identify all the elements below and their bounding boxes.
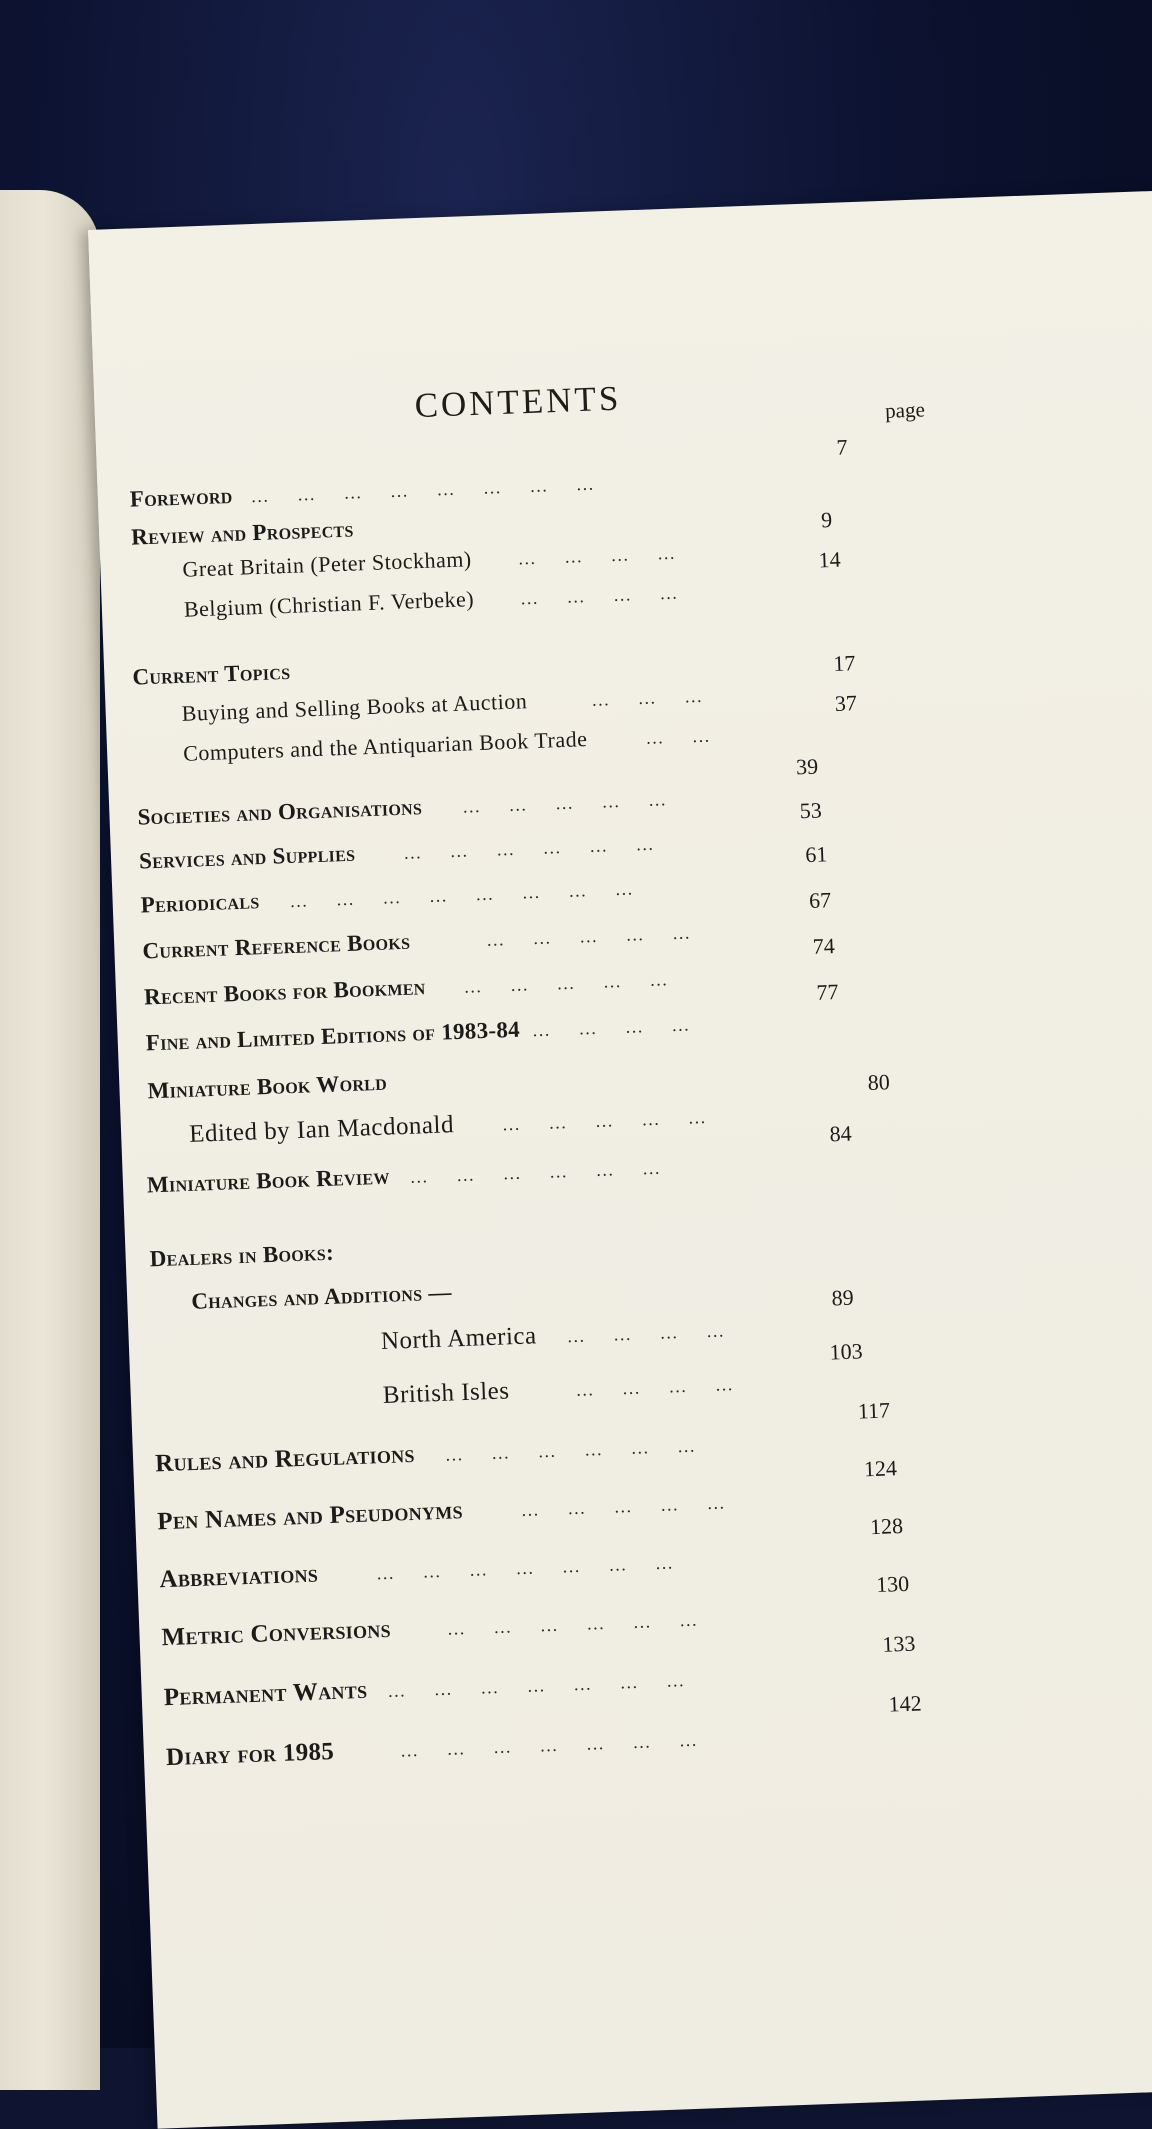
toc-entry-title: Current Topics <box>131 658 291 690</box>
toc-entry-page: 84 <box>829 1120 853 1147</box>
toc-entry <box>149 1240 334 1279</box>
dot-leader: … … … … <box>517 542 677 569</box>
toc-entry-page: 133 <box>881 1630 916 1657</box>
dot-leader: … … … … … <box>501 1106 708 1135</box>
dot-leader: … … … … … … … … <box>289 878 635 912</box>
toc-entry-title: North America <box>380 1322 538 1356</box>
toc-entry-title: Fine and Limited Editions of 1983-84 <box>145 1016 521 1056</box>
dot-leader: … … … … … … <box>446 1609 699 1639</box>
toc-entry-title: Edited by Ian Macdonald <box>188 1111 455 1148</box>
toc-entry-title: Periodicals <box>140 888 260 918</box>
dot-leader: … … … … … … … <box>386 1670 686 1702</box>
toc-entry-page: 37 <box>834 690 858 716</box>
contents-heading: CONTENTS <box>413 378 623 426</box>
toc-entry-page: 14 <box>818 546 842 573</box>
toc-entry-page: 128 <box>869 1513 904 1540</box>
toc-entry-title: Great Britain (Peter Stockham) <box>182 546 473 582</box>
toc-entry-page: 61 <box>804 841 828 868</box>
toc-entry-title: Buying and Selling Books at Auction <box>181 688 528 726</box>
toc-entry-page: 80 <box>867 1069 891 1095</box>
toc-entry-page: 53 <box>799 797 823 824</box>
dot-leader: … … <box>644 725 712 748</box>
toc-entry <box>132 659 291 697</box>
toc-entry-title: British Isles <box>382 1377 510 1409</box>
toc-entry-page: 142 <box>888 1690 922 1717</box>
toc-entry-title: Services and Supplies <box>138 840 356 874</box>
dot-leader: … … … … … … <box>444 1435 697 1465</box>
toc-entry-title: Metric Conversions <box>161 1615 392 1652</box>
dot-leader: … … … … … … … … <box>250 473 596 507</box>
toc-entry-page: 67 <box>808 887 832 914</box>
toc-entry-page: 77 <box>815 979 839 1005</box>
toc-entry-page: 103 <box>829 1338 864 1365</box>
toc-entry-page: 89 <box>831 1284 855 1311</box>
toc-entry-title: Belgium (Christian F. Verbeke) <box>183 586 475 622</box>
toc-entry-title: Rules and Regulations <box>154 1440 416 1478</box>
toc-entry-title: Dealers in Books: <box>149 1239 335 1272</box>
toc-entry-page: 9 <box>820 506 833 533</box>
toc-entry-title: Review and Prospects <box>130 516 355 550</box>
dot-leader: … … … … <box>566 1320 726 1347</box>
book-page <box>88 189 1152 2129</box>
dot-leader: … … … … … <box>485 922 692 950</box>
dot-leader: … … … … … … … <box>399 1729 699 1761</box>
toc-entry-page: 74 <box>812 933 836 959</box>
toc-entry-title: Miniature Book World <box>147 1069 388 1104</box>
dot-leader: … … … … <box>575 1374 735 1400</box>
toc-entry-title: Pen Names and Pseudonyms <box>156 1497 464 1536</box>
toc-entry-page: 17 <box>832 650 856 676</box>
toc-entry-title: Foreword <box>129 482 233 512</box>
toc-entry-title: Computers and the Antiquarian Book Trade <box>182 726 588 766</box>
toc-entry-title: Societies and Organisations <box>137 794 423 830</box>
dot-leader: … … … … … <box>463 969 669 997</box>
dot-leader: … … … … … … <box>409 1157 662 1187</box>
toc-entry-title: Recent Books for Bookmen <box>143 974 426 1010</box>
toc-entry-page: 130 <box>875 1570 910 1598</box>
dot-leader: … … … … <box>519 582 679 609</box>
toc-entry-title: Abbreviations <box>159 1560 319 1594</box>
dot-leader: … … … <box>590 685 704 710</box>
dot-leader: … … … … <box>531 1014 691 1041</box>
toc-entry-page: 7 <box>836 434 848 460</box>
toc-entry-title: Diary for 1985 <box>165 1738 335 1772</box>
toc-entry-title: Miniature Book Review <box>146 1163 391 1198</box>
toc-entry-title: Permanent Wants <box>163 1676 368 1712</box>
facing-page-edge <box>0 190 100 2090</box>
toc-entry <box>131 516 354 556</box>
toc-entry-title: Current Reference Books <box>141 928 411 964</box>
dot-leader: … … … … … <box>520 1492 727 1520</box>
page-column-label: page <box>884 397 926 423</box>
toc-entry-page: 39 <box>795 753 819 780</box>
toc-entry-page: 117 <box>857 1397 891 1424</box>
toc-entry-title: Changes and Additions — <box>190 1279 453 1314</box>
dot-leader: … … … … … … <box>402 833 655 863</box>
dot-leader: … … … … … <box>461 789 668 817</box>
toc-entry <box>147 1070 388 1111</box>
toc-entry-page: 124 <box>863 1455 898 1482</box>
dot-leader: … … … … … … … <box>375 1552 675 1584</box>
toc-entry <box>191 1279 452 1321</box>
toc-entry <box>129 434 848 519</box>
